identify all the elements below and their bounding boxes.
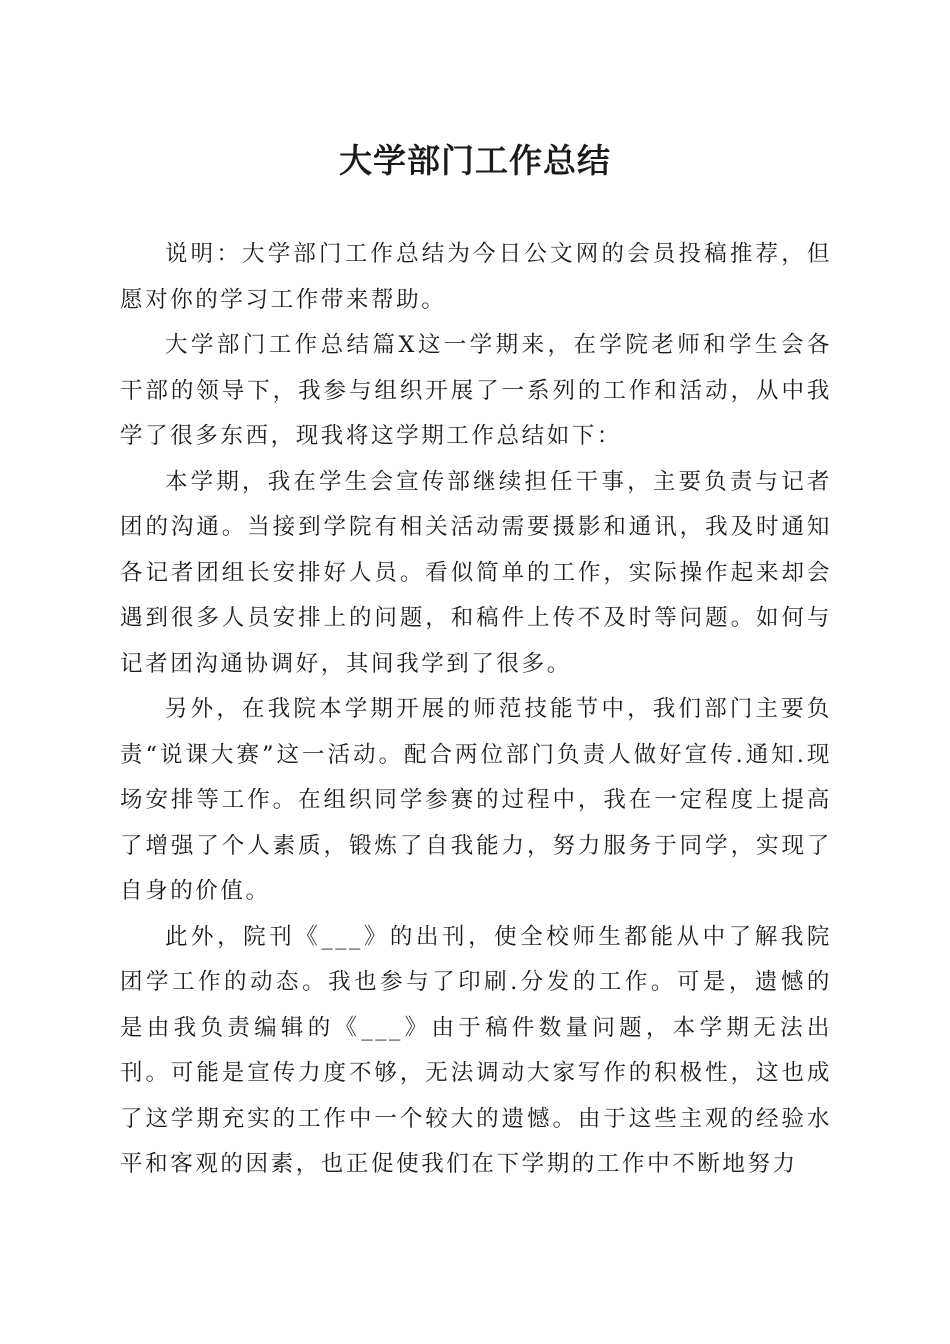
paragraph-intro-note: 说明：大学部门工作总结为今日公文网的会员投稿推荐，但愿对你的学习工作带来帮助。	[120, 241, 832, 313]
document-title: 大学部门工作总结	[339, 141, 611, 180]
paragraph-opening: 大学部门工作总结篇X这一学期来，在学院老师和学生会各干部的领导下，我参与组织开展了一系列的工作和活动，从中我学了很多东西，现我将这学期工作总结如下：	[120, 332, 832, 449]
paragraph-reporter-liaison: 本学期，我在学生会宣传部继续担任干事，主要负责与记者团的沟通。当接到学院有相关活动需要摄影和通讯，我及时通知各记者团组长安排好人员。看似简单的工作，实际操作起来却会遇到很多人员安排上的问题，和稿件上传不及时等问题。如何与记者团沟通协调好，其间我学到了很多。	[120, 468, 832, 677]
paragraph-journal-publication: 此外，院刊《___》的出刊，使全校师生都能从中了解我院团学工作的动态。我也参与了印刷.分发的工作。可是，遗憾的是由我负责编辑的《___》由于稿件数量问题，本学期无法出刊。可能是宣传力度不够，无法调动大家写作的积极性，这也成了这学期充实的工作中一个较大的遗憾。由于这些主观的经验水平和客观的因素，也正促使我们在下学期的工作中不断地努力	[120, 923, 832, 1177]
document-body	[120, 232, 832, 1188]
paragraph-skills-festival: 另外，在我院本学期开展的师范技能节中，我们部门主要负责“说课大赛”这一活动。配合两位部门负责人做好宣传.通知.现场安排等工作。在组织同学参赛的过程中，我在一定程度上提高了增强了个人素质，锻炼了自我能力，努力服务于同学，实现了自身的价值。	[120, 696, 832, 904]
